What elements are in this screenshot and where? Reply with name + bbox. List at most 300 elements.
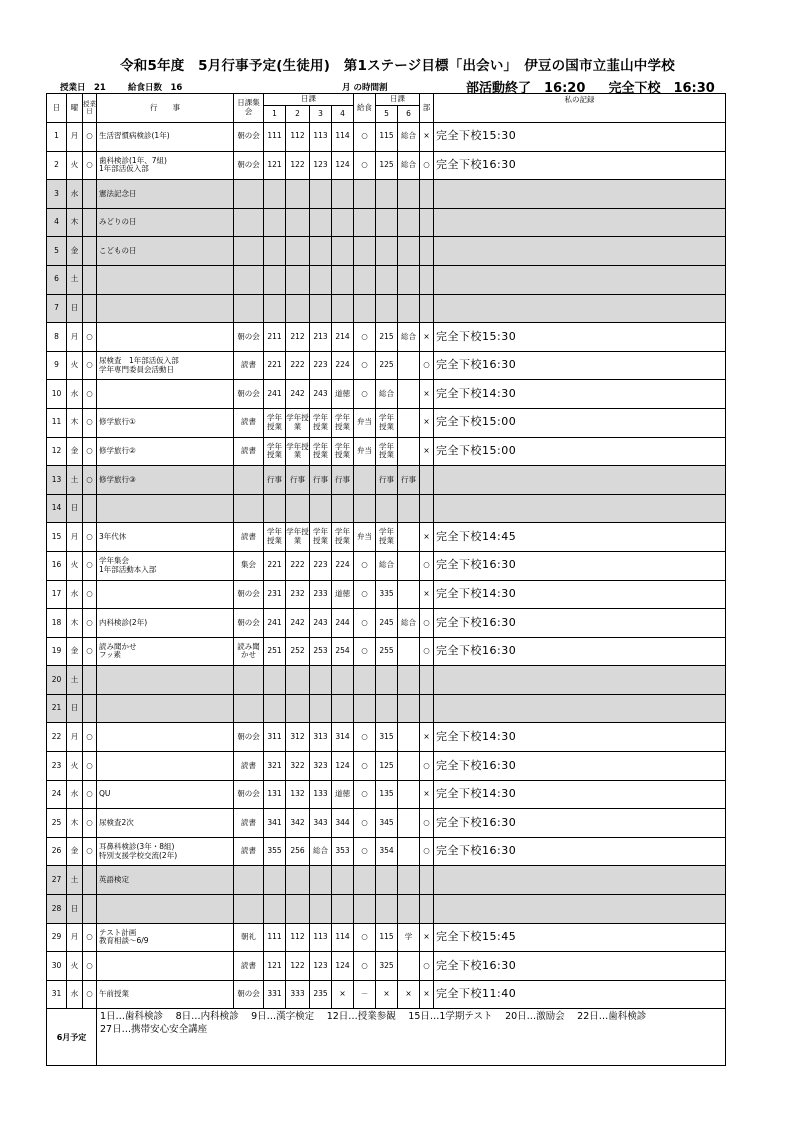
cell-memo [434,694,726,723]
cell-weekday: 月 [67,323,83,352]
cell-period-4: 224 [332,551,354,580]
cell-period-5: × [376,980,398,1009]
cell-events [97,866,234,895]
cell-memo: 完全下校16:30 [434,151,726,180]
cell-period-1: 学年授業 [264,523,286,552]
cell-period-1: 211 [264,323,286,352]
event-line: こどもの日 [99,245,137,255]
cell-period-2: 112 [286,123,310,152]
cell-period-3 [310,208,332,237]
cell-club: ○ [420,752,434,781]
cell-lunch [354,208,376,237]
cell-events [97,694,234,723]
cell-period-4 [332,265,354,294]
full-leave-text: 完全下校 16:30 [608,81,715,96]
cell-events [97,180,234,209]
cell-lunch: ○ [354,752,376,781]
cell-period-4: 124 [332,752,354,781]
cell-period-4 [332,180,354,209]
cell-club: × [420,123,434,152]
cell-assembly [234,265,264,294]
cell-period-5 [376,666,398,695]
cell-assembly: 朝の会 [234,323,264,352]
cell-weekday: 水 [67,380,83,409]
cell-memo: 完全下校16:30 [434,809,726,838]
cell-weekday: 日 [67,494,83,523]
cell-lesson-day [83,895,97,924]
cell-period-4: 254 [332,637,354,666]
cell-events [97,208,234,237]
event-line: 3年代休 [99,531,127,541]
cell-events [97,637,234,666]
cell-weekday: 月 [67,123,83,152]
cell-period-3 [310,694,332,723]
cell-period-4: 道徳 [332,580,354,609]
cell-day: 20 [47,666,67,695]
event-line: 修学旅行③ [99,474,136,484]
cell-period-1 [264,265,286,294]
table-row [47,466,726,495]
cell-period-5 [376,494,398,523]
cell-weekday: 火 [67,952,83,981]
cell-lunch: ○ [354,351,376,380]
cell-period-3: 総合 [310,837,332,866]
cell-period-4 [332,294,354,323]
cell-assembly: 朝の会 [234,609,264,638]
cell-period-2: 学年授業 [286,437,310,466]
cell-period-3: 235 [310,980,332,1009]
cell-period-2: 333 [286,980,310,1009]
cell-period-6 [398,637,420,666]
cell-period-5: 行事 [376,466,398,495]
table-row [47,323,726,352]
cell-lunch [354,294,376,323]
cell-period-5: 学年授業 [376,437,398,466]
cell-events [97,837,234,866]
cell-assembly [234,180,264,209]
cell-period-1 [264,694,286,723]
cell-events [97,780,234,809]
cell-weekday: 火 [67,351,83,380]
cell-day: 24 [47,780,67,809]
event-line: 尿検査2次 [99,817,134,827]
event-line: 学年専門委員会活動日 [99,364,174,374]
cell-day: 11 [47,408,67,437]
table-row [47,752,726,781]
table-row [47,351,726,380]
cell-period-3: 133 [310,780,332,809]
cell-period-6 [398,551,420,580]
cell-events [97,980,234,1009]
cell-events [97,609,234,638]
cell-period-6 [398,265,420,294]
cell-lunch: ○ [354,123,376,152]
cell-memo: 完全下校11:40 [434,980,726,1009]
cell-assembly: 読書 [234,809,264,838]
table-row [47,723,726,752]
cell-period-3 [310,494,332,523]
cell-club [420,895,434,924]
cell-lunch: 弁当 [354,437,376,466]
cell-period-2: 学年授業 [286,408,310,437]
col-p6: 6 [398,106,420,123]
cell-period-5: 245 [376,609,398,638]
cell-memo: 完全下校14:30 [434,580,726,609]
cell-weekday: 日 [67,294,83,323]
cell-club: × [420,923,434,952]
cell-lesson-day [83,694,97,723]
cell-lesson-day: ○ [83,780,97,809]
cell-period-6 [398,380,420,409]
cell-events [97,380,234,409]
cell-day: 7 [47,294,67,323]
cell-club: × [420,580,434,609]
event-line: 読み聞かせ [99,641,137,651]
cell-period-1 [264,180,286,209]
cell-memo [434,180,726,209]
cell-period-5 [376,237,398,266]
event-line: 生活習慣病検診(1年) [99,131,170,141]
cell-period-6 [398,180,420,209]
cell-period-5: 総合 [376,380,398,409]
cell-period-5: 325 [376,952,398,981]
col-p2: 2 [286,106,310,123]
cell-assembly [234,666,264,695]
cell-lesson-day [83,866,97,895]
cell-period-2: 112 [286,923,310,952]
cell-lunch: 弁当 [354,523,376,552]
cell-lesson-day: ○ [83,637,97,666]
cell-memo: 完全下校16:30 [434,351,726,380]
cell-period-5 [376,895,398,924]
cell-period-4 [332,866,354,895]
cell-period-6: 総合 [398,123,420,152]
cell-club [420,866,434,895]
cell-period-1: 241 [264,609,286,638]
cell-period-3: 123 [310,952,332,981]
cell-lunch: 弁当 [354,408,376,437]
cell-period-1: 355 [264,837,286,866]
cell-assembly [234,694,264,723]
cell-lunch: ○ [354,780,376,809]
cell-club: ○ [420,151,434,180]
cell-club [420,208,434,237]
cell-club: × [420,780,434,809]
cell-assembly: 朝の会 [234,780,264,809]
cell-period-1 [264,866,286,895]
cell-period-5: 学年授業 [376,408,398,437]
cell-lesson-day: ○ [83,551,97,580]
lesson-days: 授業日 21 [60,83,106,93]
club-end-text: 部活動終了 16:20 [466,81,586,96]
cell-weekday: 月 [67,723,83,752]
cell-lunch [354,494,376,523]
cell-events [97,752,234,781]
cell-period-6 [398,780,420,809]
cell-period-2 [286,237,310,266]
event-line: テスト計画 [99,927,137,937]
cell-events [97,809,234,838]
col-lunch: 給食 [354,94,376,123]
cell-assembly: 集会 [234,551,264,580]
cell-lunch: ○ [354,551,376,580]
cell-events [97,551,234,580]
cell-period-1: 311 [264,723,286,752]
cell-period-5: 125 [376,752,398,781]
cell-club: ○ [420,837,434,866]
col-nikka-pm: 日課 [376,94,420,106]
cell-lesson-day [83,294,97,323]
cell-period-5 [376,866,398,895]
table-row [47,408,726,437]
cell-period-3 [310,895,332,924]
col-weekday: 曜 [67,94,83,123]
cell-day: 14 [47,494,67,523]
cell-weekday: 水 [67,580,83,609]
cell-period-4: 244 [332,609,354,638]
cell-events [97,294,234,323]
cell-events [97,580,234,609]
col-nikka-am: 日課 [264,94,354,106]
event-line: フッ素 [99,650,121,660]
cell-events [97,666,234,695]
cell-period-5: 115 [376,923,398,952]
cell-period-6 [398,580,420,609]
cell-period-6 [398,437,420,466]
cell-assembly: 読書 [234,837,264,866]
cell-period-4: 114 [332,123,354,152]
cell-period-5: 335 [376,580,398,609]
table-row [47,952,726,981]
cell-period-1: 251 [264,637,286,666]
cell-club [420,466,434,495]
cell-day: 17 [47,580,67,609]
cell-lesson-day [83,265,97,294]
cell-day: 6 [47,265,67,294]
cell-club [420,694,434,723]
cell-lesson-day [83,180,97,209]
cell-period-3: 343 [310,809,332,838]
cell-period-2 [286,895,310,924]
col-events: 行 事 [97,94,234,123]
event-line: 内科検診(2年) [99,617,148,627]
cell-period-2 [286,494,310,523]
cell-period-4: × [332,980,354,1009]
schedule-table [46,93,726,1066]
cell-period-3: 113 [310,123,332,152]
cell-club [420,494,434,523]
cell-period-3 [310,237,332,266]
table-row [47,980,726,1009]
cell-lunch: ○ [354,323,376,352]
col-p5: 5 [376,106,398,123]
cell-period-4 [332,208,354,237]
timetable-label: 月 の時間割 [342,83,388,93]
cell-memo [434,294,726,323]
cell-day: 1 [47,123,67,152]
cell-period-5 [376,180,398,209]
cell-period-6: 学 [398,923,420,952]
cell-lunch: ○ [354,609,376,638]
cell-lunch [354,466,376,495]
cell-memo [434,866,726,895]
cell-club: ○ [420,952,434,981]
cell-lesson-day: ○ [83,351,97,380]
cell-memo: 完全下校16:30 [434,609,726,638]
event-line: 耳鼻科検診(3年・8組) [99,842,175,852]
cell-period-6 [398,837,420,866]
cell-lunch [354,666,376,695]
cell-weekday: 木 [67,208,83,237]
cell-assembly [234,866,264,895]
cell-period-1: 321 [264,752,286,781]
cell-day: 8 [47,323,67,352]
cell-memo: 完全下校15:30 [434,323,726,352]
cell-weekday: 水 [67,180,83,209]
cell-events [97,265,234,294]
table-row [47,551,726,580]
cell-period-4 [332,666,354,695]
table-row [47,123,726,152]
cell-club [420,180,434,209]
cell-period-1 [264,666,286,695]
cell-period-1: 341 [264,809,286,838]
cell-weekday: 火 [67,151,83,180]
cell-period-2: 242 [286,380,310,409]
cell-period-6 [398,237,420,266]
col-assembly: 日課集会 [234,94,264,123]
cell-period-4: 124 [332,151,354,180]
table-row [47,609,726,638]
cell-assembly [234,294,264,323]
table-row [47,208,726,237]
cell-weekday: 木 [67,609,83,638]
cell-period-1: 行事 [264,466,286,495]
cell-assembly: 朝の会 [234,723,264,752]
cell-period-1 [264,294,286,323]
cell-period-4: 道徳 [332,780,354,809]
cell-lunch [354,180,376,209]
cell-lesson-day: ○ [83,723,97,752]
cell-day: 25 [47,809,67,838]
cell-period-3: 213 [310,323,332,352]
cell-day: 30 [47,952,67,981]
cell-period-3: 113 [310,923,332,952]
cell-assembly [234,466,264,495]
event-line: 特別支援学校交流(2年) [99,850,178,860]
table-row [47,637,726,666]
cell-period-2: 学年授業 [286,523,310,552]
table-row [47,237,726,266]
cell-period-4 [332,237,354,266]
cell-assembly [234,494,264,523]
lunch-days: 給食日数 16 [128,83,183,93]
cell-day: 29 [47,923,67,952]
cell-club: ○ [420,551,434,580]
col-club: 部 [420,94,434,123]
cell-lunch: ○ [354,837,376,866]
cell-assembly: 読み聞かせ [234,637,264,666]
cell-period-1: 231 [264,580,286,609]
cell-lesson-day: ○ [83,437,97,466]
cell-period-3: 233 [310,580,332,609]
cell-weekday: 火 [67,551,83,580]
table-row [47,809,726,838]
table-row [47,837,726,866]
table-row [47,895,726,924]
cell-lesson-day: ○ [83,809,97,838]
cell-period-3 [310,294,332,323]
cell-lesson-day [83,666,97,695]
cell-period-3 [310,666,332,695]
cell-club: ○ [420,609,434,638]
cell-memo: 完全下校16:30 [434,952,726,981]
cell-period-5: 215 [376,323,398,352]
cell-period-2 [286,265,310,294]
cell-period-1: 学年授業 [264,408,286,437]
cell-memo: 完全下校16:30 [434,551,726,580]
cell-lunch: － [354,980,376,1009]
cell-assembly: 朝の会 [234,980,264,1009]
event-line: QU [99,789,111,799]
cell-period-5 [376,694,398,723]
cell-day: 5 [47,237,67,266]
event-line: 尿検査 1年部活仮入部 [99,355,179,365]
cell-weekday: 金 [67,637,83,666]
cell-weekday: 土 [67,265,83,294]
cell-period-5: 135 [376,780,398,809]
cell-period-2: 132 [286,780,310,809]
cell-period-2: 252 [286,637,310,666]
cell-period-5 [376,265,398,294]
cell-weekday: 月 [67,923,83,952]
col-memo: 私の記録 [434,94,726,123]
cell-day: 22 [47,723,67,752]
cell-period-3: 学年授業 [310,523,332,552]
cell-period-2 [286,180,310,209]
cell-period-4: 353 [332,837,354,866]
cell-period-1: 221 [264,351,286,380]
cell-period-1: 131 [264,780,286,809]
cell-events [97,895,234,924]
cell-period-6: 総合 [398,323,420,352]
cell-lesson-day: ○ [83,408,97,437]
cell-memo: 完全下校16:30 [434,752,726,781]
cell-club [420,237,434,266]
cell-assembly [234,895,264,924]
june-line-1: 1日…歯科検診 8日…内科検診 9日…漢字検定 12日…授業参観 15日…1学期テスト 20日…激励会 22日…歯科検診 [100,1011,647,1023]
cell-period-3: 行事 [310,466,332,495]
cell-period-1: 221 [264,551,286,580]
cell-period-1: 121 [264,151,286,180]
cell-assembly: 読書 [234,952,264,981]
cell-assembly: 読書 [234,408,264,437]
cell-period-4: 314 [332,723,354,752]
cell-period-4: 214 [332,323,354,352]
cell-lunch: ○ [354,809,376,838]
cell-lunch [354,895,376,924]
cell-period-2: 312 [286,723,310,752]
cell-club: ○ [420,637,434,666]
cell-assembly: 読書 [234,752,264,781]
cell-period-5: 学年授業 [376,523,398,552]
cell-events [97,494,234,523]
cell-period-6 [398,208,420,237]
cell-period-2 [286,208,310,237]
col-day: 日 [47,94,67,123]
cell-weekday: 土 [67,866,83,895]
cell-club [420,265,434,294]
